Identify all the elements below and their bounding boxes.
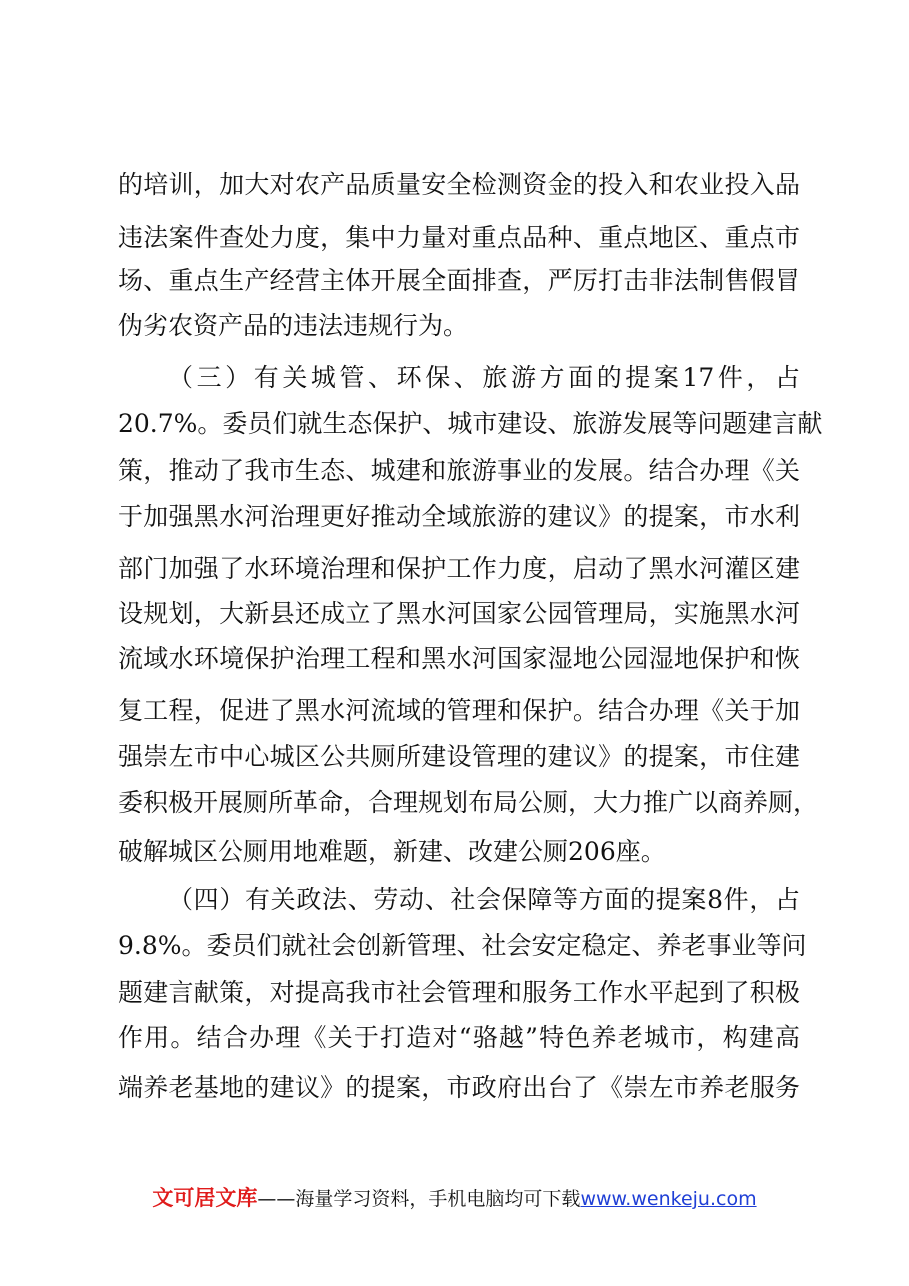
footer-site-link[interactable]: www.wenkeju.com [580,1188,757,1210]
body-text-line: 场、重点生产经营主体开展全面排查，严厉打击非法制售假冒 [118,266,800,295]
body-text-line: 的培训，加大对农产品质量安全检测资金的投入和农业投入品 [118,170,800,199]
body-text-line: 端养老基地的建议》的提案，市政府出台了《崇左市养老服务 [118,1073,800,1102]
body-text-line: 题建言献策，对提高我市社会管理和服务工作水平起到了积极 [118,978,800,1007]
body-text-line: 20.7%。委员们就生态保护、城市建设、旅游发展等问题建言献 [118,409,823,438]
body-text-line: 9.8%。委员们就社会创新管理、社会安定稳定、养老事业等问 [118,931,807,960]
body-text-line: 破解城区公厕用地难题，新建、改建公厕206座。 [118,837,666,866]
section-heading-line: （四）有关政法、劳动、社会保障等方面的提案8件，占 [168,885,800,914]
body-text-line: 强崇左市中心城区公共厕所建设管理的建议》的提案，市住建 [118,742,800,771]
body-text-line: 委积极开展厕所革命，合理规划布局公厕，大力推广以商养厕， [118,788,819,817]
body-text-line: 部门加强了水环境治理和保护工作力度，启动了黑水河灌区建 [118,554,800,583]
body-text-line: 违法案件查处力度，集中力量对重点品种、重点地区、重点市 [118,223,800,252]
body-text-line: 设规划，大新县还成立了黑水河国家公园管理局，实施黑水河 [118,599,800,628]
footer-slogan: ——海量学习资料，手机电脑均可下载 [257,1188,581,1210]
body-text-line: 伪劣农资产品的违法违规行为。 [118,311,469,340]
body-text-line: 作用。结合办理《关于打造对“骆越”特色养老城市，构建高 [118,1023,800,1052]
body-text-line: 于加强黑水河治理更好推动全域旅游的建议》的提案，市水利 [118,502,800,531]
body-text-line: 策，推动了我市生态、城建和旅游事业的发展。结合办理《关 [118,456,800,485]
body-text-line: 复工程，促进了黑水河流域的管理和保护。结合办理《关于加 [118,696,800,725]
footer-brand: 文可居文库 [152,1186,258,1210]
page-footer [0,1183,909,1213]
body-text-line: 流域水环境保护治理工程和黑水河国家湿地公园湿地保护和恢 [118,644,800,673]
section-heading-line: （三）有关城管、环保、旅游方面的提案17件，占 [168,363,800,392]
